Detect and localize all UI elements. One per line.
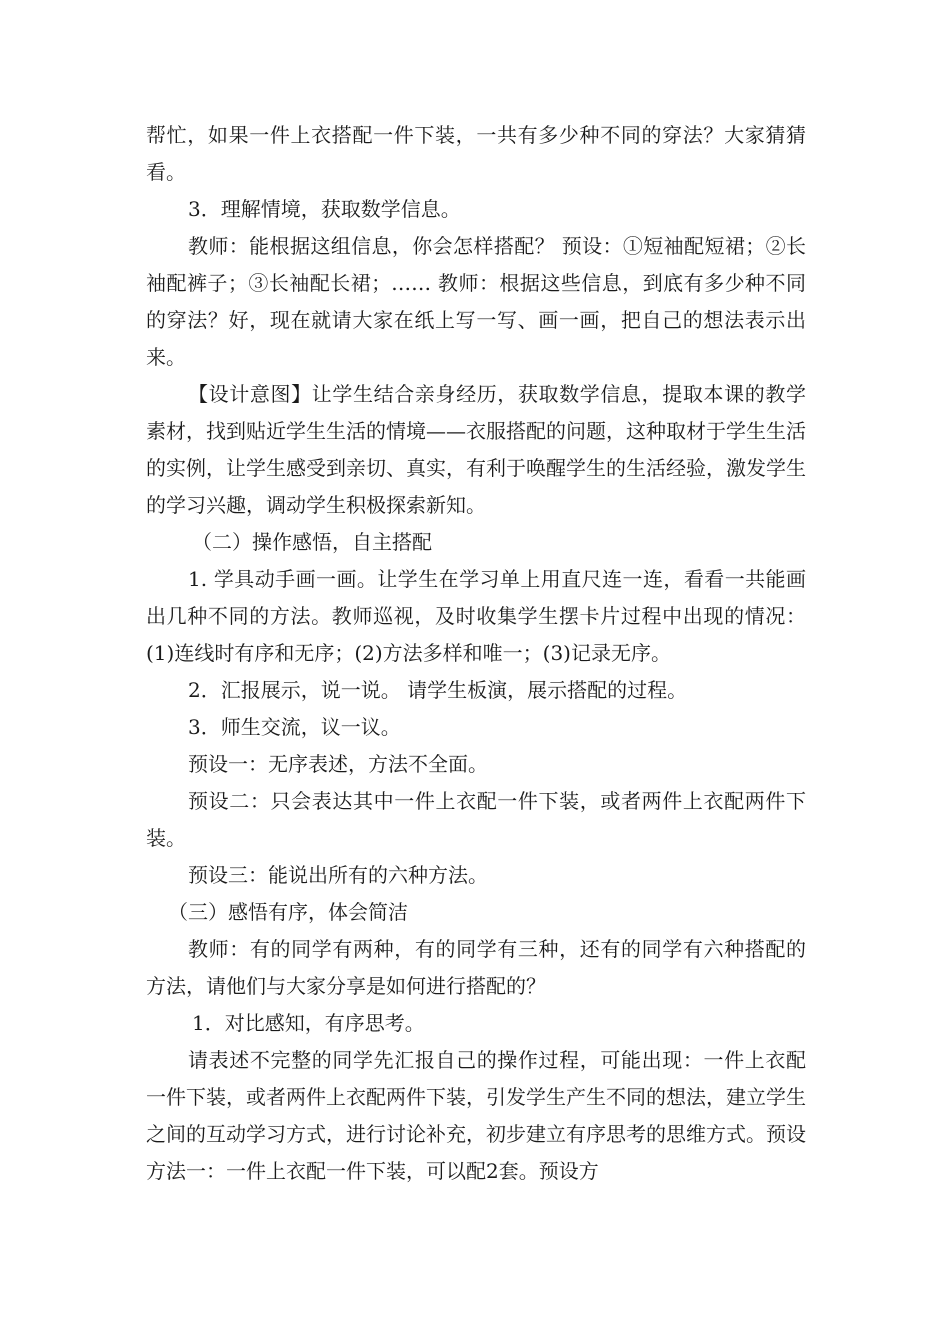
paragraph-report-process: 请表述不完整的同学先汇报自己的操作过程，可能出现：一件上衣配一件下装，或者两件上衣配两件下装，引发学生产生不同的想法，建立学生之间的互动学习方式，进行讨论补充，初步建立有序思考的思维方式。预设方法一：一件上衣配一件下装，可以配2套。预设方 [146, 1048, 806, 1183]
step-understand-context: 3．理解情境，获取数学信息。 [188, 197, 461, 221]
step-report: 2．汇报展示，说一说。 请学生板演，展示搭配的过程。 [188, 678, 688, 702]
section-heading-two: （二）操作感悟，自主搭配 [192, 530, 432, 554]
preset-three: 预设三：能说出所有的六种方法。 [188, 863, 488, 887]
paragraph-design-intent: 【设计意图】让学生结合亲身经历，获取数学信息，提取本课的教学素材，找到贴近学生生活的情境——衣服搭配的问题，这种取材于学生生活的实例，让学生感受到亲切、真实，有利于唤醒学生的生活经验，激发学生的学习兴趣，调动学生积极探索新知。 [146, 382, 806, 517]
paragraph-teacher-sharing: 教师：有的同学有两种，有的同学有三种，还有的同学有六种搭配的方法，请他们与大家分享是如何进行搭配的？ [146, 937, 806, 998]
step-discuss: 3．师生交流，议一议。 [188, 715, 401, 739]
preset-one: 预设一：无序表述，方法不全面。 [188, 752, 488, 776]
step-compare: 1．对比感知，有序思考。 [192, 1011, 425, 1035]
section-heading-three: （三）感悟有序，体会简洁 [168, 900, 408, 924]
step-draw: 1. 学具动手画一画。让学生在学习单上用直尺连一连，看看一共能画出几种不同的方法。教师巡视，及时收集学生摆卡片过程中出现的情况：(1)连线时有序和无序；(2)方法多样和唯一；(3)记录无序。 [146, 567, 806, 665]
preset-two: 预设二：只会表达其中一件上衣配一件下装，或者两件上衣配两件下装。 [146, 789, 806, 850]
paragraph-teacher-matching: 教师：能根据这组信息，你会怎样搭配？ 预设：①短袖配短裙；②长袖配裤子；③长袖配长裙；…… 教师：根据这些信息，到底有多少种不同的穿法？好，现在就请大家在纸上写一写、画一画，把自己的想法表示出来。 [146, 234, 806, 369]
paragraph-intro-question: 帮忙，如果一件上衣搭配一件下装，一共有多少种不同的穿法？大家猜猜看。 [146, 123, 806, 184]
document-body [146, 117, 806, 1190]
